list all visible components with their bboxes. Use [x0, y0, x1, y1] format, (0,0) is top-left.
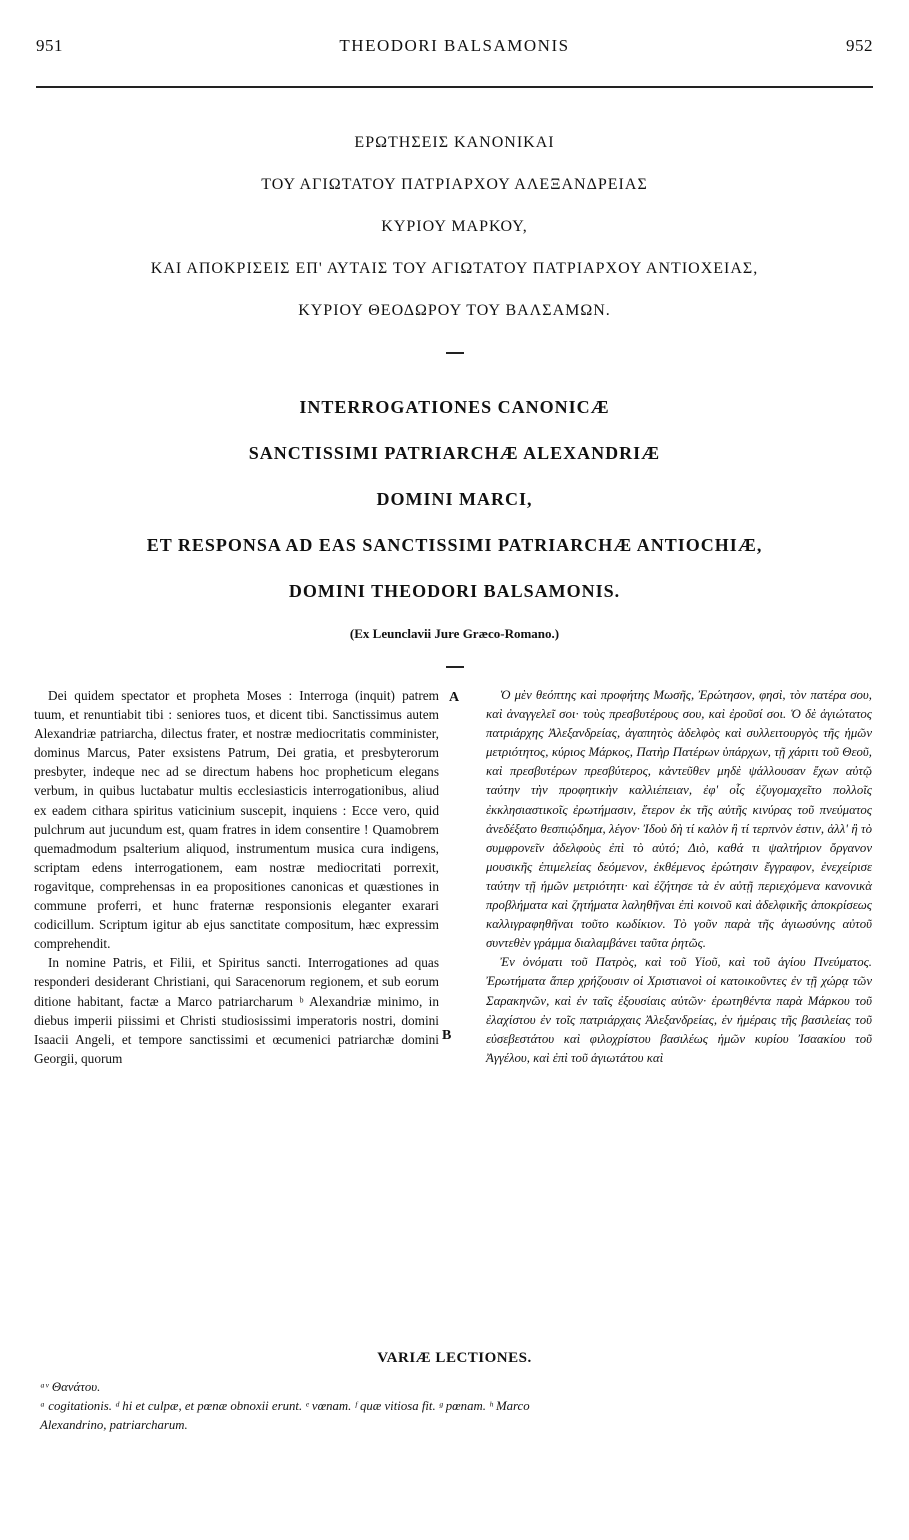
margin-letter-a: A	[449, 690, 460, 705]
running-head	[36, 36, 873, 60]
running-title: THEODORI BALSAMONIS	[339, 36, 570, 55]
greek-paragraph: Ὁ μὲν θεόπτης καὶ προφήτης Μωσῆς, Ἐρώτησον, φησὶ, τὸν πατέρα σου, καὶ ἀναγγελεῖ σοι· τοὺς πρεσβυτέρους σου, καὶ ἐροῦσί σοι. Ὁ δὲ ἁγιώτατος πατριάρχης Ἀλεξανδρείας, ἀγαπητὸς ἀδελφὸς καὶ συλλειτουργὸς τῆς ἡμῶν μετριότητος, κύριος Μάρκος, Πατὴρ Πατέρων ὑπάρχων, τῇ χάριτι τοῦ Θεοῦ, καὶ πρεσβυτέρων πρεσβύτερος, κἀντεῦθεν μηδὲ ψάλλουσαν ἔχων αὐτῷ ταύτην τὴν προφητικὴν καλλιέπειαν, ἐφ' οἷς ἐζυγομαχεῖτο πολλοῖς ἐκκλησιαστικοῖς ἐρωτήμασιν, ἕτερον ἐκ τῆς αὐτῆς κινύρας τοῦ πνεύματος ἀνεδέξατο θεσπιῴδημα, λέγον· Ἰδοὺ δὴ τί καλὸν ἢ τί τερπνὸν ἐστιν, ἀλλ' ἢ τὸ συμφρονεῖν ἀδελφοὺς ἐπὶ τὸ αὐτό; Διὸ, καθά τι ψαλτήριον ὄργανον μουσικῆς ἐπιμελείας δεόμενον, ἐκθέμενος ἐρώτησιν ἔγγραφον, ἐνεχείρισε ταύτην τῇ ἡμῶν μετριότητι· καὶ ἐζήτησε τὰ ἐν αὐτῇ περιεχόμενα κανονικὰ προβλήματα καὶ ζητήματα λαληθῆναι ἐπὶ κοινοῦ καὶ ἀδελφικῆς ἀποκρίσεως καλλιγραφηθῆναι τοῦτο κωδίκιον. Τὸ γοῦν παρὰ τῆς ἁγιωσύνης αὐτοῦ συντεθὲν γράμμα διαλαμβάνει ταῦτα ῥητῶς.	[486, 688, 872, 951]
greek-title-line: ΤΟΥ ΑΓΙΩΤΑΤΟΥ ΠΑΤΡΙΑΡΧΟΥ ΑΛΕΞΑΝΔΡΕΙΑΣ	[261, 176, 648, 193]
page-number-right: 952	[846, 36, 873, 55]
greek-paragraph: Ἐν ὀνόματι τοῦ Πατρὸς, καὶ τοῦ Υἱοῦ, καὶ τοῦ ἁγίου Πνεύματος. Ἐρωτήματα ἅπερ χρήζουσιν οἱ Χριστιανοὶ οἱ κατοικοῦντες ἐν τῇ χώρᾳ τῶν Σαρακηνῶν, καὶ ἐν ταῖς ἐξουσίαις αὐτῶν· ἐρωτηθέντα παρὰ Μάρκου τοῦ ἐλαχίστου ἐν τοῖς πατριάρχαις Ἀλεξανδρείας, ἐν ἡμέραις τῆς βασιλείας τοῦ εὐσεβεστάτου καὶ φιλοχρίστου βασιλέως ἡμῶν κυρίου Ἰσαακίου τοῦ Ἀγγέλου, καὶ ἐπὶ τοῦ ἁγιωτάτου καὶ	[486, 955, 872, 1065]
variant-notes	[40, 1378, 869, 1435]
note-line: ᵃᵛ Θανάτου.	[40, 1380, 101, 1394]
page-number-left: 951	[36, 36, 63, 55]
greek-title-line: ΚΥΡΙΟΥ ΘΕΟΔΩΡΟΥ ΤΟΥ ΒΑΛΣΑΜΩΝ.	[298, 302, 611, 319]
latin-paragraph: In nomine Patris, et Filii, et Spiritus sancti. Interrogationes ad quas responderi desiderant Christiani, qui Saracenorum regionem, et sub eorum ditione habitant, factæ a Marco patriarcharum ᵇ Alexandriæ minimo, in diebus imperii piissimi et Christi studiosissimi imperatoris nostri, domini Isaacii Angeli, et tempore sanctissimi et œcumenici patriarchæ domini Georgii, quorum	[34, 955, 439, 1066]
greek-title-line: ΚΥΡΙΟΥ ΜΑΡΚΟΥ,	[381, 218, 528, 235]
variae-lectiones-heading: VARIÆ LECTIONES.	[377, 1350, 532, 1366]
section-separator	[446, 666, 464, 668]
latin-title-line: INTERROGATIONES CANONICÆ	[299, 397, 610, 417]
title-separator	[446, 352, 464, 354]
greek-title	[40, 122, 869, 332]
latin-column	[34, 686, 439, 1068]
greek-column	[486, 686, 872, 1068]
latin-title-line: DOMINI MARCI,	[376, 489, 533, 509]
latin-title-line: DOMINI THEODORI BALSAMONIS.	[288, 581, 621, 601]
latin-title-line: SANCTISSIMI PATRIARCHÆ ALEXANDRIÆ	[248, 443, 661, 463]
note-line: Alexandrino, patriarcharum.	[40, 1418, 188, 1432]
latin-title	[40, 384, 869, 654]
greek-title-line: ΕΡΩΤΗΣΕΙΣ ΚΑΝΟΝΙΚΑΙ	[354, 134, 555, 151]
note-line: ᵃ cogitationis. ᵈ hi et culpæ, et pœnæ obnoxii erunt. ᵉ vœnam. ᶠ quæ vitiosa fit. ᵍ pœnam. ʰ Marco	[40, 1399, 530, 1413]
source-note: (Ex Leunclavii Jure Græco-Romano.)	[349, 626, 560, 641]
header-rule	[36, 86, 873, 88]
latin-title-line: ET RESPONSA AD EAS SANCTISSIMI PATRIARCHÆ ANTIOCHIÆ,	[146, 535, 763, 555]
margin-letter-b: B	[442, 1028, 452, 1043]
greek-title-line: ΚΑΙ ΑΠΟΚΡΙΣΕΙΣ ΕΠ' ΑΥΤΑΙΣ ΤΟΥ ΑΓΙΩΤΑΤΟΥ ΠΑΤΡΙΑΡΧΟΥ ΑΝΤΙΟΧΕΙΑΣ,	[150, 260, 759, 277]
latin-paragraph: Dei quidem spectator et propheta Moses : Interroga (inquit) patrem tuum, et renuntiabit tibi : seniores tuos, et dicent tibi. Sanctissimus autem Alexandriæ patriarcha, dilectus frater, et nostræ mediocritatis comminister, dominus Marcus, Pater exsistens Patrum, Dei gratia, et presbyterorum presbyter, indeque nec ad se directum habens hoc propheticum elegans verbum, in quibus luctabatur multis ecclesiasticis interrogationibus, aliud ex eadem cithara spiritus vaticinium suscepit, inquiens : Ecce vero, quid pulchrum aut jucundum est, quam fratres in idem consentire ! Quamobrem quemadmodum psalterium aliquod, instrumentum musica cura indigens, scriptam edens interrogationem, eam nostræ mediocritati porrexit, rogavitque, comprehensas in ea propositiones canonicas et quæstiones in commune proferri, et hunc fraternæ responsionis eleganter exarari codicillum. Scriptum igitur ab ejus sanctitate compositum, hæc expressim comprehendit.	[34, 688, 439, 952]
text-columns	[34, 686, 873, 1336]
